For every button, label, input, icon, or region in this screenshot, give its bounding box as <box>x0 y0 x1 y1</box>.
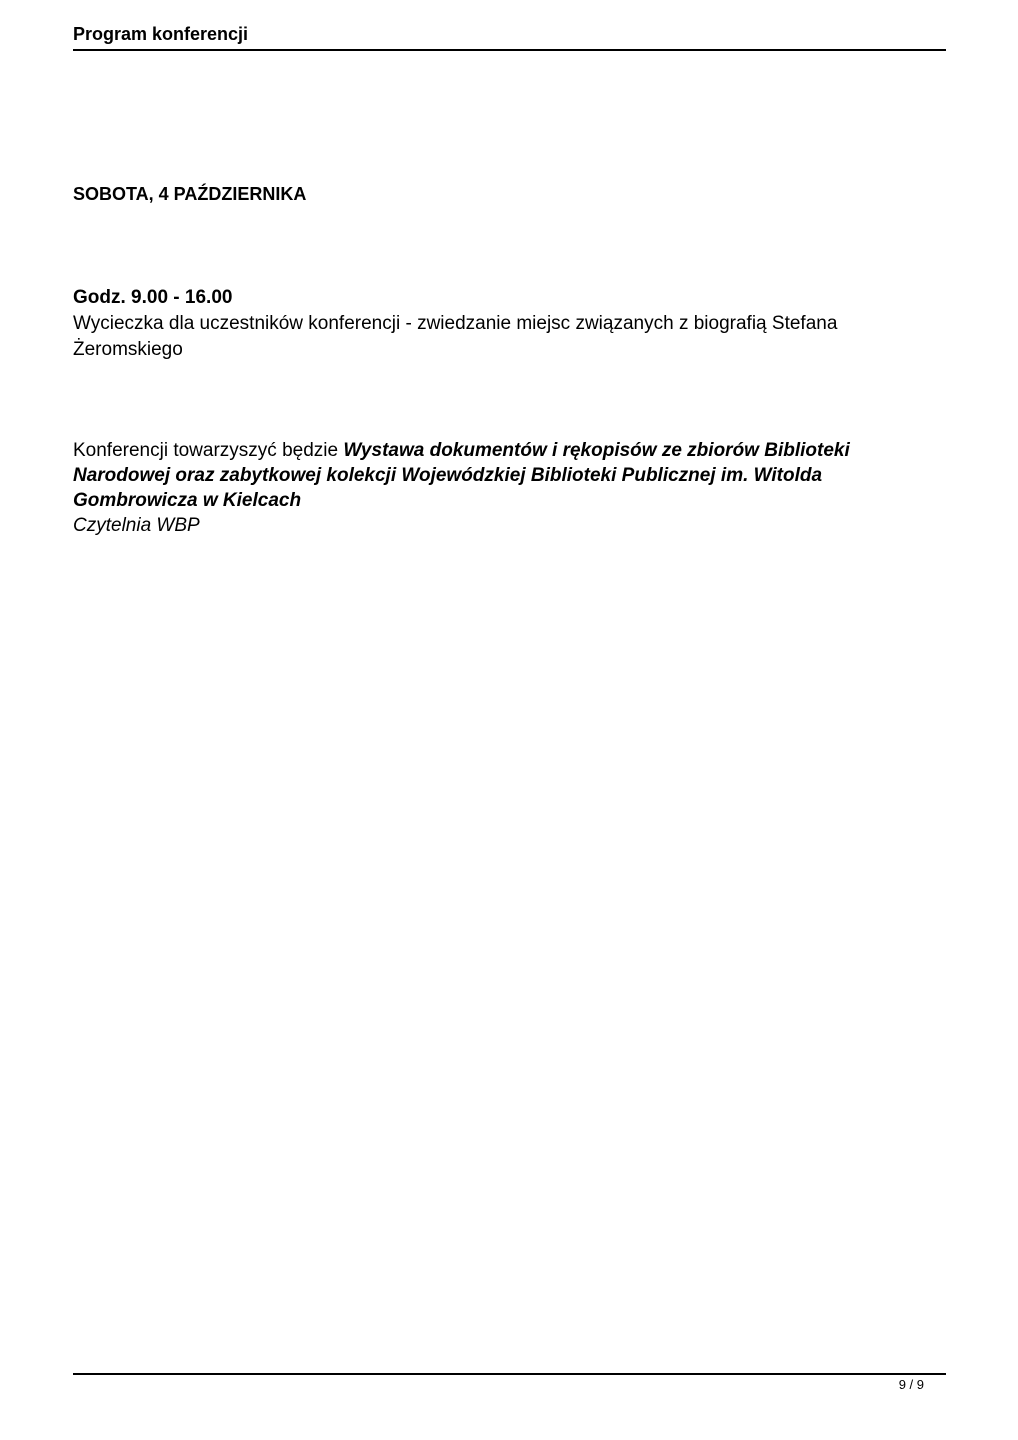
exhibition-title: Wystawa dokumentów i rękopisów ze zbiorów Biblioteki Narodowej oraz zabytkowej kolekcji Wojewódzkiej Biblioteki Publicznej im. Witolda Gombrowicza w Kielcach <box>73 440 850 511</box>
exhibition-intro: Konferencji towarzyszyć będzie <box>73 440 344 461</box>
footer-divider <box>73 1373 946 1375</box>
exhibition-paragraph <box>73 438 933 513</box>
event-time: Godz. 9.00 - 16.00 <box>73 287 233 308</box>
header-divider <box>73 49 946 51</box>
exhibition-venue: Czytelnia WBP <box>73 515 200 536</box>
document-header-title: Program konferencji <box>73 24 249 44</box>
exhibition-block <box>73 438 933 538</box>
event-block <box>73 285 933 363</box>
day-heading: SOBOTA, 4 PAŹDZIERNIKA <box>73 184 307 204</box>
page-number: 9 / 9 <box>898 1377 924 1392</box>
event-description: Wycieczka dla uczestników konferencji - zwiedzanie miejsc związanych z biografią Stefana Żeromskiego <box>73 313 838 360</box>
